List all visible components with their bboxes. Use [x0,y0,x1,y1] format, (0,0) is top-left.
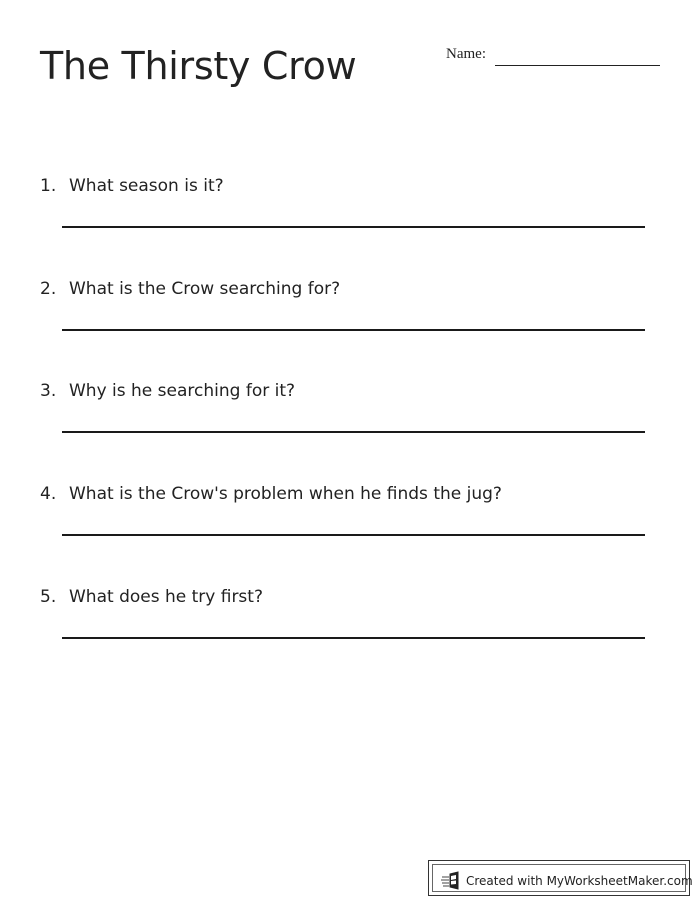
worksheet-title: The Thirsty Crow [40,44,357,88]
question-item [40,278,650,348]
question-item [40,483,650,553]
question-text: What does he try first? [69,587,263,607]
myworksheetmaker-logo-icon [441,871,463,891]
answer-line[interactable] [62,637,645,639]
question-text: What season is it? [69,176,224,196]
answer-line[interactable] [62,329,645,331]
question-number: 1. [40,176,57,196]
question-number: 4. [40,484,57,504]
badge-inner-border [432,864,693,892]
question-item [40,380,650,450]
answer-line[interactable] [62,534,645,536]
created-with-badge[interactable] [428,860,693,896]
badge-text: Created with MyWorksheetMaker.com [466,874,693,888]
question-text: What is the Crow's problem when he finds the jug? [69,484,502,504]
question-item [40,175,650,245]
answer-line[interactable] [62,226,645,228]
name-label: Name: [446,46,486,62]
question-number: 2. [40,279,57,299]
question-number: 5. [40,587,57,607]
question-item [40,586,650,656]
question-text: Why is he searching for it? [69,381,296,401]
question-text: What is the Crow searching for? [69,279,341,299]
answer-line[interactable] [62,431,645,433]
question-number: 3. [40,381,57,401]
